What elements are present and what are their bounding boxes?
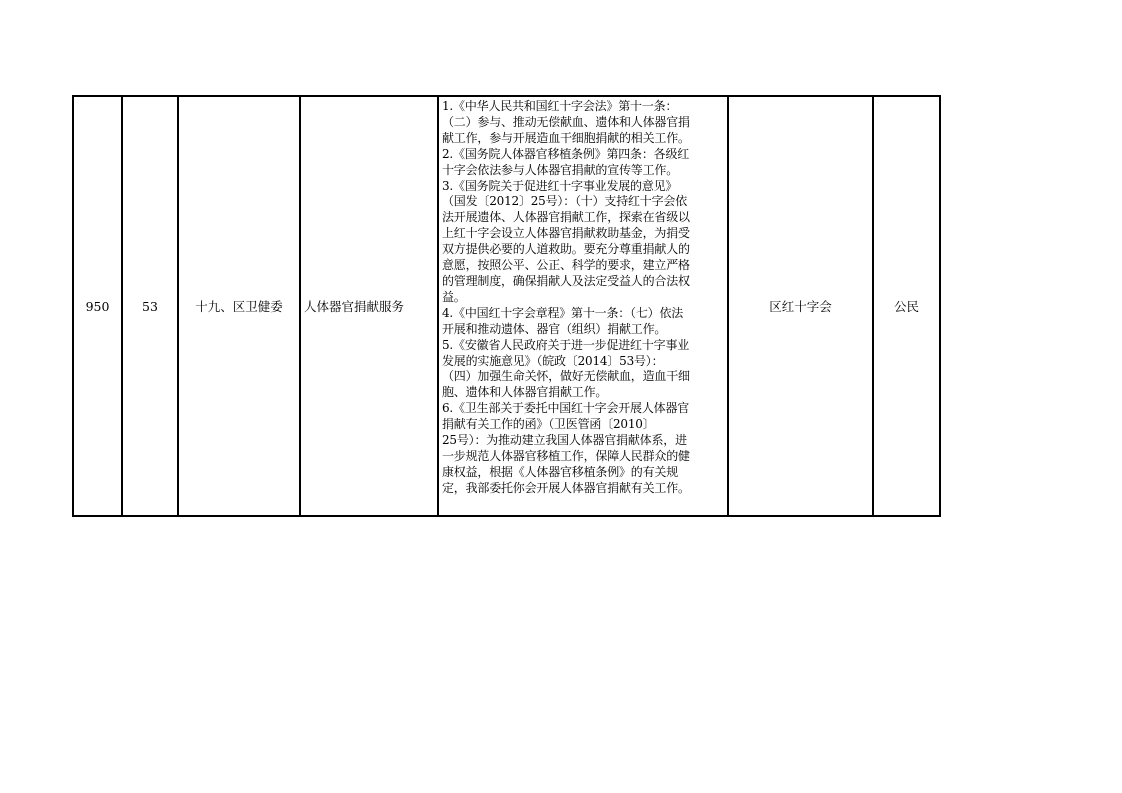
basis-line: 法开展遗体、人体器官捐献工作，探索在省级以 bbox=[442, 210, 690, 225]
cell-implementing-body: 区红十字会 bbox=[728, 96, 873, 516]
basis-line: 的管理制度，确保捐献人及法定受益人的合法权 bbox=[442, 273, 690, 288]
basis-line: 6.《卫生部关于委托中国红十字会开展人体器官 bbox=[442, 401, 690, 416]
basis-line: 十字会依法参与人体器官捐献的宣传等工作。 bbox=[442, 162, 679, 177]
basis-line: 开展和推动遗体、器官（组织）捐献工作。 bbox=[442, 321, 667, 336]
cell-department: 十九、区卫健委 bbox=[178, 96, 300, 516]
basis-line: 献工作，参与开展造血干细胞捐献的相关工作。 bbox=[442, 130, 690, 145]
cell-sub-seq: 53 bbox=[122, 96, 178, 516]
basis-line: 一步规范人体器官移植工作，保障人民群众的健 bbox=[442, 448, 690, 463]
cell-seq: 950 bbox=[73, 96, 122, 516]
basis-line: 康权益，根据《人体器官移植条例》的有关规 bbox=[442, 464, 679, 479]
basis-line: 定，我部委托你会开展人体器官捐献有关工作。 bbox=[442, 480, 690, 495]
cell-item-name: 人体器官捐献服务 bbox=[300, 96, 438, 516]
basis-line: 2.《国务院人体器官移植条例》第四条：各级红 bbox=[442, 146, 690, 161]
basis-line: 4.《中国红十字会章程》第十一条：（七）依法 bbox=[442, 305, 684, 320]
basis-line: （国发〔2012〕25号）：（十）支持红十字会依 bbox=[442, 194, 688, 209]
service-table bbox=[72, 95, 941, 517]
basis-line: 3.《国务院关于促进红十字事业发展的意见》 bbox=[442, 178, 678, 193]
basis-line: （二）参与、推动无偿献血、遗体和人体器官捐 bbox=[442, 114, 690, 129]
cell-service-target: 公民 bbox=[873, 96, 940, 516]
basis-line: 益。 bbox=[442, 289, 466, 304]
basis-line: 捐献有关工作的函》（卫医管函〔2010〕 bbox=[442, 417, 655, 432]
basis-line: 1.《中华人民共和国红十字会法》第十一条： bbox=[442, 99, 678, 113]
basis-line: 发展的实施意见》（皖政〔2014〕53号）： bbox=[442, 353, 664, 368]
table-row bbox=[73, 96, 940, 516]
basis-line: 5.《安徽省人民政府关于进一步促进红十字事业 bbox=[442, 337, 690, 352]
basis-line: （四）加强生命关怀，做好无偿献血，造血干细 bbox=[442, 369, 690, 384]
cell-legal-basis bbox=[438, 96, 728, 516]
basis-line: 意愿，按照公平、公正、科学的要求，建立严格 bbox=[442, 258, 690, 273]
basis-line: 胞、遗体和人体器官捐献工作。 bbox=[442, 385, 608, 400]
basis-line: 上红十字会设立人体器官捐献救助基金，为捐受 bbox=[442, 226, 690, 241]
basis-line: 双方提供必要的人道救助。要充分尊重捐献人的 bbox=[442, 242, 690, 257]
basis-line: 25号）：为推动建立我国人体器官捐献体系，进 bbox=[442, 433, 687, 448]
